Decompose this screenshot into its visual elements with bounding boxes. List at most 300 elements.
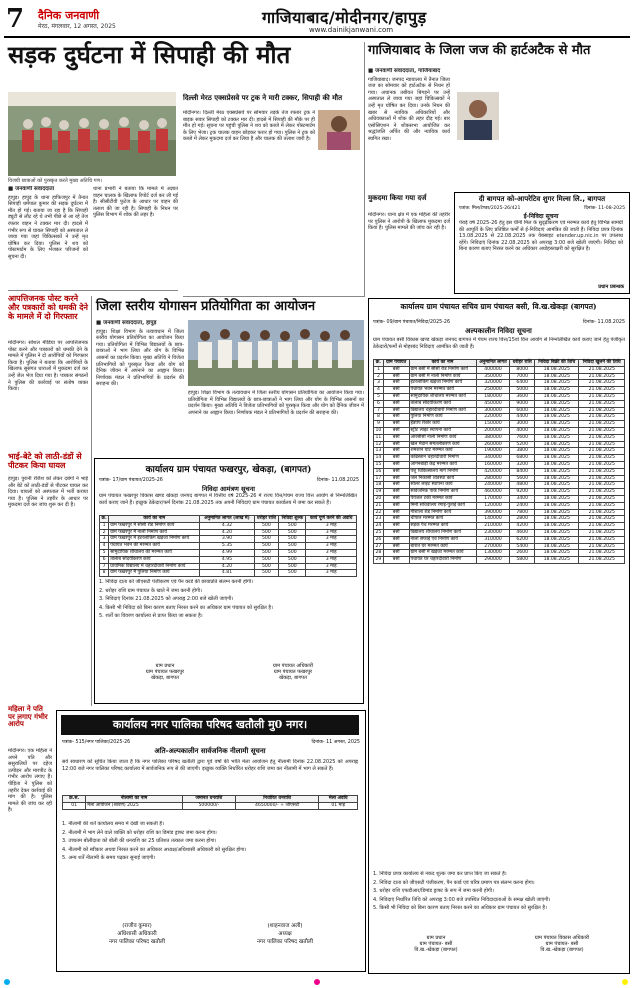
table-row <box>374 427 625 434</box>
table-cell: 3.90 <box>200 536 254 543</box>
table-cell: बसी <box>383 468 409 475</box>
cyan-dot <box>4 979 10 985</box>
header-rule <box>4 36 630 38</box>
table-cell: 500 <box>279 549 306 556</box>
table-cell: 18.08.2025 <box>535 550 579 557</box>
table-header: धरोहर राशि <box>254 516 279 523</box>
tender1-subtitle: निविदा आमंत्रण सूचना <box>202 485 255 493</box>
tender2-ref-right: दिनांक- 11.08.2025 <box>582 320 625 325</box>
table-cell: 20 <box>375 495 382 501</box>
table-cell: जल निकासी व्यवस्था कार्य <box>409 475 476 482</box>
table-cell: बसी <box>383 421 409 428</box>
brand-name: दैनिक जनवाणी <box>38 9 100 22</box>
notice-note: 3. धरोहर राशि एफडीआर/डिमांड ड्राफ्ट के रूप में जमा करनी होगी। <box>373 888 494 895</box>
table-cell: 7 <box>374 407 384 414</box>
table-cell: 17 <box>375 475 382 481</box>
table-cell: सामुदायिक शौचालय मरम्मत कार्य <box>409 393 476 400</box>
table-cell: 5 <box>374 393 384 400</box>
table-row <box>374 441 625 448</box>
table-row <box>100 549 357 556</box>
table-cell: 21.08.2025 <box>579 407 625 414</box>
left-column-divider <box>91 296 92 706</box>
notice-note: 2. धरोहर राशि ग्राम पंचायत के खाते में जमा करनी होगी। <box>99 587 202 594</box>
table-cell: 4.81 <box>200 570 254 577</box>
table-cell: 21.08.2025 <box>579 393 625 400</box>
table-row <box>374 468 625 475</box>
table-cell: 3 माह <box>306 543 357 550</box>
lead-column-2 <box>93 186 178 286</box>
column-divider <box>364 42 365 297</box>
table-cell: 500000/- <box>182 802 235 809</box>
table-cell: 190000 <box>476 448 510 455</box>
table-cell: 16 <box>375 468 382 474</box>
lead-headline: सड़क दुर्घटना में सिपाही की मौत <box>8 40 291 69</box>
table-row <box>374 434 625 441</box>
table-cell: पंचायत भवन मरम्मत कार्य <box>409 387 476 394</box>
table-cell: 220000 <box>476 414 510 421</box>
judge-photo-graphic <box>457 92 499 140</box>
table-cell: 500 <box>279 529 306 536</box>
table-cell: 18.08.2025 <box>535 434 579 441</box>
table-cell: 4.95 <box>200 556 254 563</box>
yoga-photo-graphic <box>188 320 364 386</box>
table-row <box>100 563 357 570</box>
table-cell: 1 <box>374 366 384 373</box>
notice-note: 4. नीलामी को स्वीकार अथवा निरस्त करने का अधिकार अध्यक्ष/अधिशासी अधिकारी को सुरक्षित होगा। <box>62 846 247 853</box>
table-cell: 140000 <box>476 516 510 523</box>
table-cell: 18.08.2025 <box>535 448 579 455</box>
table-cell: 500 <box>279 543 306 550</box>
table-cell: 5 <box>100 549 109 556</box>
lead-photo-caption: विजयी छात्राओं को पुरस्कृत करते मुख्य अतिथि गण। <box>8 178 103 184</box>
table-cell: 21.08.2025 <box>579 455 625 462</box>
table-header: निर्धारित धनराशि <box>235 796 319 803</box>
notice-note: 1. निविदा प्रपत्र कार्यालय से नकद शुल्क जमा कर प्राप्त किए जा सकते हैं। <box>373 871 507 877</box>
table-cell: 500 <box>254 570 279 577</box>
table-cell: 4 <box>374 387 384 394</box>
table-cell: 230000 <box>476 529 510 536</box>
table-cell: 5000 <box>510 387 535 394</box>
table-cell: 18.08.2025 <box>535 400 579 407</box>
table-row <box>374 387 625 394</box>
table-cell: 25 <box>375 529 382 535</box>
khatauli-notice <box>56 710 366 972</box>
table-cell: 3 <box>100 536 109 543</box>
table-cell: ग्राम फखरपुर में नाली निर्माण कार्य <box>109 529 200 536</box>
table-cell: आंगनबाड़ी केंद्र मरम्मत कार्य <box>409 461 476 468</box>
table-cell: 5400 <box>510 543 535 550</box>
table-cell: 21.08.2025 <box>579 421 625 428</box>
table-cell: 18.08.2025 <box>535 461 579 468</box>
table-cell: बसी <box>383 495 409 502</box>
yellow-dot <box>622 979 628 985</box>
table-cell: 3 माह <box>306 563 357 570</box>
tender2-notes <box>373 871 625 933</box>
left-divider <box>8 290 178 291</box>
table-row <box>374 502 625 509</box>
table-row <box>374 550 625 557</box>
table-cell: स्ट्रीट लाइट स्थापना कार्य <box>409 427 476 434</box>
tender1-intro: ग्राम पंचायत फखरपुर विकास खण्ड खेकड़ा जनपद बागपत में वित्तीय वर्ष 2025-26 में राज्य वित्त/पंचम राज्य वित्त आयोग से निम्नलिखित कार्य कराए जाने हैं। इच्छुक ठेकेदार/फर्म दिनांक 21.08.2025 तक अपनी निविदाएं ग्राम पंचायत कार्यालय में जमा कर सकते हैं। <box>99 493 357 506</box>
table-cell: 18.08.2025 <box>535 380 579 387</box>
registration-marks <box>4 978 630 986</box>
table-cell: पशु चिकित्सालय मार्ग निर्माण <box>409 468 476 475</box>
yoga-column-1 <box>96 320 184 455</box>
table-cell: 21.08.2025 <box>579 400 625 407</box>
table-cell: 8400 <box>510 468 535 475</box>
table-cell: बसी <box>383 414 409 421</box>
table-cell: बसी <box>383 475 409 482</box>
tender1-ref-right: दिनांक- 11.08.2025 <box>316 478 359 483</box>
sugar-title: दी बागपत को-आपरेटिव शुगर मिल्स लि., बागपत <box>478 195 606 203</box>
table-cell: 21.08.2025 <box>579 461 625 468</box>
notice-note: 5. किसी भी निविदा को बिना कारण बताए निरस्त करने का अधिकार ग्राम पंचायत को सुरक्षित है। <box>373 905 547 912</box>
table-cell: 500 <box>279 570 306 577</box>
tender2-title: कार्यालय ग्राम पंचायत सचिव ग्राम पंचायत बसी, वि.ख.खेकड़ा (बागपत) <box>400 302 597 311</box>
table-cell: 7 <box>100 563 109 570</box>
table-row <box>100 556 357 563</box>
table-cell: 21.08.2025 <box>579 550 625 557</box>
table-cell: पंचायत घर चहारदीवारी निर्माण <box>409 557 476 564</box>
table-cell: 210000 <box>476 523 510 530</box>
table-header: नीलामी का नाम <box>86 796 183 803</box>
sugar-mill-notice <box>454 192 630 294</box>
table-cell: 7000 <box>510 373 535 380</box>
table-cell: बसी <box>383 529 409 536</box>
table-row <box>374 523 625 530</box>
tender1-sign-right: ग्राम पंचायत अधिकारी ग्राम पंचायत फखरपुर खेकड़ा, बागपत <box>272 663 313 681</box>
table-cell: 2600 <box>510 550 535 557</box>
table-row <box>374 448 625 455</box>
yoga-photo <box>188 320 364 386</box>
table-cell: 5200 <box>510 441 535 448</box>
table-cell: 290000 <box>476 557 510 564</box>
table-row <box>100 522 357 529</box>
table-cell: सार्वजनिक पार्क निर्माण कार्य <box>409 489 476 496</box>
table-cell: 2400 <box>510 502 535 509</box>
tender1-title: कार्यालय ग्राम पंचायत फखरपुर, खेकड़ा, (बागपत) <box>145 465 312 475</box>
khatauli-sign-left: (राजीव कुमार) अधिशासी अधिकारी नगर पालिका परिषद खतौली <box>108 923 166 945</box>
table-cell: 18.08.2025 <box>535 543 579 550</box>
tender2-table <box>373 359 625 564</box>
story2-body: मोदीनगर। दिल्ली मेरठ एक्सप्रेसवे पर सोमवार तड़के तेज रफ्तार ट्रक ने बाइक सवार सिपाही को टक्कर मार दी। हादसे में सिपाही की मौके पर ही मौत हो गई। सूचना पर पहुंची पुलिस ने शव को कब्जे में लेकर पोस्टमार्टम के लिए भेजा। ट्रक चालक वाहन छोड़कर फरार हो गया। पुलिस ने ट्रक को कब्जे में लेकर मुकदमा दर्ज कर लिया है और चालक की तलाश जारी है। <box>183 110 315 143</box>
sugar-ref-left: पत्रांक: मिल/टेण्डर/2025-26/421 <box>459 206 521 211</box>
table-cell: ग्राम बसी में खड़ंजा मरम्मत कार्य <box>409 550 476 557</box>
table-cell: 6800 <box>510 455 535 462</box>
page-number: 7 <box>6 4 25 34</box>
table-row <box>374 543 625 550</box>
table-row <box>374 455 625 462</box>
table-cell: तालाब सौंदर्यीकरण कार्य <box>409 400 476 407</box>
table-cell: 18.08.2025 <box>535 407 579 414</box>
table-cell: 18.08.2025 <box>535 523 579 530</box>
table-cell: 4.32 <box>200 522 254 529</box>
notice-note: 5. अन्य शर्तें नीलामी के समय पढ़कर सुनाई जाएंगी। <box>62 855 156 862</box>
table-cell: 18.08.2025 <box>535 393 579 400</box>
table-cell: 380000 <box>476 434 510 441</box>
table-cell: बसी <box>383 380 409 387</box>
table-cell: मिनी सचिवालय रंगाई-पुताई कार्य <box>409 502 476 509</box>
tender2-sign-right: ग्राम पंचायत विकास अधिकारी ग्राम पंचायत- बसी वि.ख.-खेकड़ा (बागपत) <box>534 935 590 953</box>
table-cell: खेल मैदान समतलीकरण कार्य <box>409 441 476 448</box>
table-cell: बसी <box>383 407 409 414</box>
table-cell: 400000 <box>476 366 510 373</box>
table-cell: 8000 <box>510 366 535 373</box>
table-cell: 18.08.2025 <box>535 482 579 489</box>
story2-headline: दिल्ली मेरठ एक्सप्रेसवे पर ट्रक ने मारी टक्कर, सिपाही की मौत <box>183 93 343 102</box>
notice-note: 2. नीलामी में भाग लेने वाले व्यक्ति को धरोहर राशि का डिमांड ड्राफ्ट जमा करना होगा। <box>62 829 217 836</box>
page-header <box>4 4 630 36</box>
table-cell: 21.08.2025 <box>579 387 625 394</box>
table-row <box>100 536 357 543</box>
judge-photo <box>457 92 499 140</box>
khatauli-ref-right: दिनांक- 11 अगस्त, 2025 <box>311 740 360 745</box>
table-cell: 15 <box>375 461 382 467</box>
table-cell: 18.08.2025 <box>535 536 579 543</box>
yoga-body: हापुड़। शिक्षा विभाग के तत्वावधान में जिला स्तरीय योगासन प्रतियोगिता का आयोजन किया गया। प्रतियोगिता में विभिन्न विद्यालयों के छात्र-छात्राओं ने भाग लिया और योग के विभिन्न आसनों का प्रदर्शन किया। मुख्य अतिथि ने विजेता प्रतिभागियों को पुरस्कृत किया और योग को दैनिक जीवन में अपनाने का आह्वान किया। निर्णायक मंडल ने प्रतिभागियों के प्रदर्शन की सराहना की। <box>96 328 184 388</box>
table-cell: हैंडपंप रिबोर कार्य <box>409 421 476 428</box>
table-cell: विद्यालय शौचालय निर्माण कार्य <box>409 529 476 536</box>
lead-byline: ■ जनवाणी संवाददाता <box>8 186 55 192</box>
table-cell: 28 <box>375 550 382 556</box>
table-cell: 3400 <box>510 495 535 502</box>
table-cell: 4000 <box>510 427 535 434</box>
table-cell: 2 <box>374 373 384 380</box>
table-cell: 4650000/- + जीएसटी <box>235 802 319 809</box>
table-header: निविदा खुलने की तिथि <box>579 360 625 367</box>
table-cell: पेयजल टंकी मरम्मत कार्य <box>409 495 476 502</box>
table-cell: 18.08.2025 <box>535 502 579 509</box>
table-cell: 270000 <box>476 543 510 550</box>
table-cell: 01 माह <box>319 802 358 809</box>
notice-note: 3. निविदाएं दिनांक 21.08.2025 को अपराह्न 2:00 बजे खोली जाएंगी। <box>99 596 234 603</box>
table-cell: 9 <box>374 421 384 428</box>
table-cell: पंचायत भवन की मरम्मत कार्य <box>109 543 200 550</box>
table-cell: 3600 <box>510 393 535 400</box>
table-cell: 500 <box>279 563 306 570</box>
table-cell: 21.08.2025 <box>579 380 625 387</box>
table-cell: 6400 <box>510 380 535 387</box>
table-row <box>100 543 357 550</box>
table-cell: 21.08.2025 <box>579 502 625 509</box>
table-row <box>374 482 625 489</box>
table-cell: 18.08.2025 <box>535 366 579 373</box>
table-cell: प्राथमिक विद्यालय में चहारदीवारी निर्माण कार्य <box>109 563 200 570</box>
table-cell: 500 <box>279 522 306 529</box>
table-cell: 390000 <box>476 509 510 516</box>
fb-body: मोदीनगर। सोशल मीडिया पर आपत्तिजनक पोस्ट करने और पत्रकारों को धमकी देने के मामले में पुलिस ने दो आरोपियों को गिरफ्तार किया है। पुलिस ने बताया कि आरोपियों के खिलाफ सुसंगत धाराओं में मुकदमा दर्ज कर उन्हें जेल भेज दिया गया है। पत्रकार संगठनों ने पुलिस की कार्रवाई पर संतोष व्यक्त किया। <box>8 340 88 393</box>
table-header: क्र. <box>374 360 384 367</box>
table-cell: 18.08.2025 <box>535 387 579 394</box>
table-row <box>374 400 625 407</box>
table-cell: 21.08.2025 <box>579 523 625 530</box>
table-row <box>374 495 625 502</box>
table-cell: 350000 <box>476 373 510 380</box>
table-cell: 3 माह <box>306 536 357 543</box>
table-cell: ग्राम फखरपुर में इंटरलॉकिंग खड़ंजा निर्माण कार्य <box>109 536 200 543</box>
table-cell: 29 <box>375 557 382 563</box>
table-cell: 200000 <box>476 427 510 434</box>
table-cell: 26 <box>375 536 382 542</box>
mob-headline: भाई-बेटे को लाठी-डंडों से पीटकर किया घायल <box>8 451 82 470</box>
table-cell: 21.08.2025 <box>579 509 625 516</box>
table-cell: 5.35 <box>200 543 254 550</box>
table-cell: 4 <box>100 543 109 550</box>
lead-photo <box>8 92 176 176</box>
table-header: अनुमानित लागत (लाख में) <box>200 516 254 523</box>
mob-body: हापुड़। पुरानी रंजिश को लेकर दबंगों ने भाई और बेटे को लाठी-डंडों से पीटकर घायल कर दिया। घायलों को अस्पताल में भर्ती कराया गया है। पुलिस ने तहरीर के आधार पर मुकदमा दर्ज कर जांच शुरू कर दी है। <box>8 476 88 509</box>
table-cell: 5800 <box>510 557 535 564</box>
table-header: निविदा शुल्क <box>279 516 306 523</box>
notice-note: 2. निविदा दाता को जीएसटी पंजीकरण, पैन कार्ड एवं चरित्र प्रमाण पत्र संलग्न करना होगा। <box>373 879 535 886</box>
table-cell: 4.99 <box>200 549 254 556</box>
table-cell: 21.08.2025 <box>579 495 625 502</box>
table-cell: सड़क पैच मरम्मत कार्य <box>409 523 476 530</box>
table-row <box>374 393 625 400</box>
khatauli-title: कार्यालय नगर पालिका परिषद खतौली मु0 नगर। <box>61 715 359 735</box>
table-row <box>374 489 625 496</box>
tender2-ref-left: पत्रांक- 09/ग्राम पंचायत/निविदा/2025-26 <box>373 320 451 325</box>
table-row <box>374 475 625 482</box>
table-cell: 160000 <box>476 461 510 468</box>
table-cell: 460000 <box>476 489 510 496</box>
table-cell: 420000 <box>476 468 510 475</box>
table-cell: 18.08.2025 <box>535 516 579 523</box>
lead-column-1 <box>8 186 88 286</box>
table-cell: बसी <box>383 366 409 373</box>
table-cell: 500 <box>279 536 306 543</box>
table-header: क्र. <box>101 516 107 521</box>
table-cell: शमशान घाट मरम्मत कार्य <box>409 448 476 455</box>
table-cell: 4.20 <box>200 563 254 570</box>
table-cell: 18.08.2025 <box>535 421 579 428</box>
table-cell: बसी <box>383 509 409 516</box>
fb-headline: आपत्तिजनक पोस्ट करने और पत्रकारों को धमकी देने के मामले में दो गिरफ्तार <box>8 293 88 321</box>
table-cell: बसी <box>383 434 409 441</box>
table-cell: 180000 <box>476 393 510 400</box>
table-row <box>374 557 625 564</box>
table-cell: बसी <box>383 387 409 394</box>
table-cell: 4600 <box>510 529 535 536</box>
table-cell: 500 <box>254 536 279 543</box>
table-row <box>374 366 625 373</box>
tender1-ref-left: पत्रांक- 17/ग्राम पंचायत/2025-26 <box>99 478 163 483</box>
table-row <box>374 461 625 468</box>
table-cell: 280000 <box>476 475 510 482</box>
khatauli-ref-left: पत्रांक- 515/नगर पालिका/2025-26 <box>62 740 131 745</box>
tender2-intro: ग्राम पंचायत बसी विकास खण्ड खेकड़ा जनपद बागपत में पंचम राज्य वित्त/15वां वित्त आयोग से निम्नलिखित कार्य कराए जाने हेतु पंजीकृत ठेकेदारों/फर्मों से मोहरबंद निविदाएं आमंत्रित की जाती हैं। <box>373 337 625 350</box>
table-cell: 320000 <box>476 380 510 387</box>
table-header: निविदा बिक्री की तिथि <box>535 360 579 367</box>
table-row <box>374 407 625 414</box>
women-headline: महिला ने पति पर लगाए गंभीर आरोप <box>8 704 48 729</box>
table-cell: 21.08.2025 <box>579 489 625 496</box>
table-cell: 3000 <box>510 421 535 428</box>
region-title: गाजियाबाद/मोदीनगर/हापुड़ <box>262 8 427 27</box>
lead-body-2: थाना प्रभारी ने बताया कि मामले में अज्ञात वाहन चालक के खिलाफ रिपोर्ट दर्ज कर ली गई है। सीसीटीवी फुटेज के आधार पर वाहन की तलाश की जा रही है। सिपाही के निधन पर पुलिस विभाग में शोक की लहर है। <box>93 186 178 219</box>
table-cell: 6 <box>374 400 384 407</box>
khatauli-subtitle: अति-अल्पकालीन सार्वजनिक नीलामी सूचना <box>154 747 266 755</box>
tender1-notice <box>94 458 364 704</box>
table-header: कार्य का नाम <box>109 516 200 523</box>
table-cell: चौपाल मरम्मत कार्य <box>409 516 476 523</box>
table-cell: 500 <box>254 522 279 529</box>
table-cell: 22 <box>375 509 382 515</box>
table-header: धरोहर राशि <box>510 360 535 367</box>
table-cell: पुलिया निर्माण कार्य <box>409 414 476 421</box>
table-cell: 21.08.2025 <box>579 536 625 543</box>
table-cell: ग्राम बसी में सीसी रोड निर्माण कार्य <box>409 366 476 373</box>
table-cell: 18.08.2025 <box>535 489 579 496</box>
table-cell: 500 <box>254 529 279 536</box>
table-cell: 150000 <box>476 421 510 428</box>
table-cell: 21.08.2025 <box>579 468 625 475</box>
table-cell: बसी <box>383 373 409 380</box>
table-row <box>374 414 625 421</box>
table-cell: सोलर लाइट स्थापना कार्य <box>409 482 476 489</box>
table-cell: ग्राम बसी में नाली निर्माण कार्य <box>409 373 476 380</box>
table-row <box>100 529 357 536</box>
table-cell: बसी <box>383 489 409 496</box>
case-body: मोदीनगर। थाना क्षेत्र में एक महिला की तहरीर पर पुलिस ने आरोपी के खिलाफ मुकदमा दर्ज किया है। पुलिस मामले की जांच कर रही है। <box>368 212 450 232</box>
table-cell: 450000 <box>476 400 510 407</box>
table-row <box>374 529 625 536</box>
notice-note: 4. निविदाएं निर्धारित तिथि को अपराह्न 3:00 बजे उपस्थित निविदादाताओं के समक्ष खोली जाएंगी। <box>373 896 551 903</box>
table-cell: बसी <box>383 482 409 489</box>
table-row <box>374 373 625 380</box>
table-cell: 18.08.2025 <box>535 373 579 380</box>
issue-date: मेरठ, मंगलवार, 12 अगस्त, 2025 <box>38 23 116 30</box>
table-cell: 18.08.2025 <box>535 495 579 502</box>
table-cell: 500 <box>254 543 279 550</box>
table-header: मेला अवधि <box>319 796 358 803</box>
table-cell: बसी <box>383 427 409 434</box>
website-link[interactable]: www.dainikjanwani.com <box>309 26 394 34</box>
judge-column-1 <box>368 68 450 188</box>
table-cell: 3 माह <box>306 529 357 536</box>
table-cell: 300000 <box>476 407 510 414</box>
table-cell: 21.08.2025 <box>579 475 625 482</box>
table-cell: 120000 <box>476 502 510 509</box>
table-cell: 310000 <box>476 536 510 543</box>
table-header: कार्य का नाम <box>409 360 476 367</box>
table-cell: 500 <box>254 549 279 556</box>
table-cell: 18.08.2025 <box>535 529 579 536</box>
table-cell: 260000 <box>476 441 510 448</box>
table-row <box>63 802 358 809</box>
table-cell: ग्राम फखरपुर में सीसी रोड निर्माण कार्य <box>109 522 200 529</box>
table-header: जमानत धनराशि <box>182 796 235 803</box>
table-cell: 4400 <box>510 414 535 421</box>
table-cell: 18.08.2025 <box>535 455 579 462</box>
story2-photo-graphic <box>318 110 360 150</box>
table-cell: 18.08.2025 <box>535 557 579 564</box>
table-cell: 4800 <box>510 482 535 489</box>
tender2-sign-left: ग्राम प्रधान ग्राम पंचायत- बसी वि.ख.-खेकड़ा (बागपत) <box>414 935 458 953</box>
sugar-body: पेराई वर्ष 2025-26 हेतु इस चीनी मिल के सुदृढ़ीकरण एवं मरम्मत कार्य हेतु विभिन्न सामग्री की आपूर्ति के लिए प्रतिष्ठित फर्मों से ई-निविदाएं आमंत्रित की जाती हैं। निविदा प्रपत्र दिनांक 13.08.2025 से 22.08.2025 तक वेबसाइट etender.up.nic.in पर उपलब्ध रहेंगे। निविदाएं दिनांक 22.08.2025 को अपराह्न 3:00 बजे खोली जाएंगी। निविदा को बिना कारण बताए निरस्त करने का अधिकार अधोहस्ताक्षरी को सुरक्षित है। <box>459 220 623 253</box>
table-cell: 21.08.2025 <box>579 482 625 489</box>
table-cell: 130000 <box>476 550 510 557</box>
table-cell: 3 माह <box>306 556 357 563</box>
table-cell: 21.08.2025 <box>579 448 625 455</box>
table-cell: 8 <box>374 414 384 421</box>
table-cell: बसी <box>383 557 409 564</box>
women-body: मोदीनगर। एक महिला ने अपने पति और ससुरालियों पर दहेज उत्पीड़न और मारपीट के गंभीर आरोप लगाए हैं। पीड़िता ने पुलिस को तहरीर देकर कार्रवाई की मांग की है। पुलिस मामले की जांच कर रही है। <box>8 748 52 814</box>
table-cell: सामुदायिक शौचालय की मरम्मत कार्य <box>109 549 200 556</box>
table-cell: बसी <box>383 502 409 509</box>
table-cell: 18.08.2025 <box>535 414 579 421</box>
table-cell: 1 <box>100 522 109 529</box>
